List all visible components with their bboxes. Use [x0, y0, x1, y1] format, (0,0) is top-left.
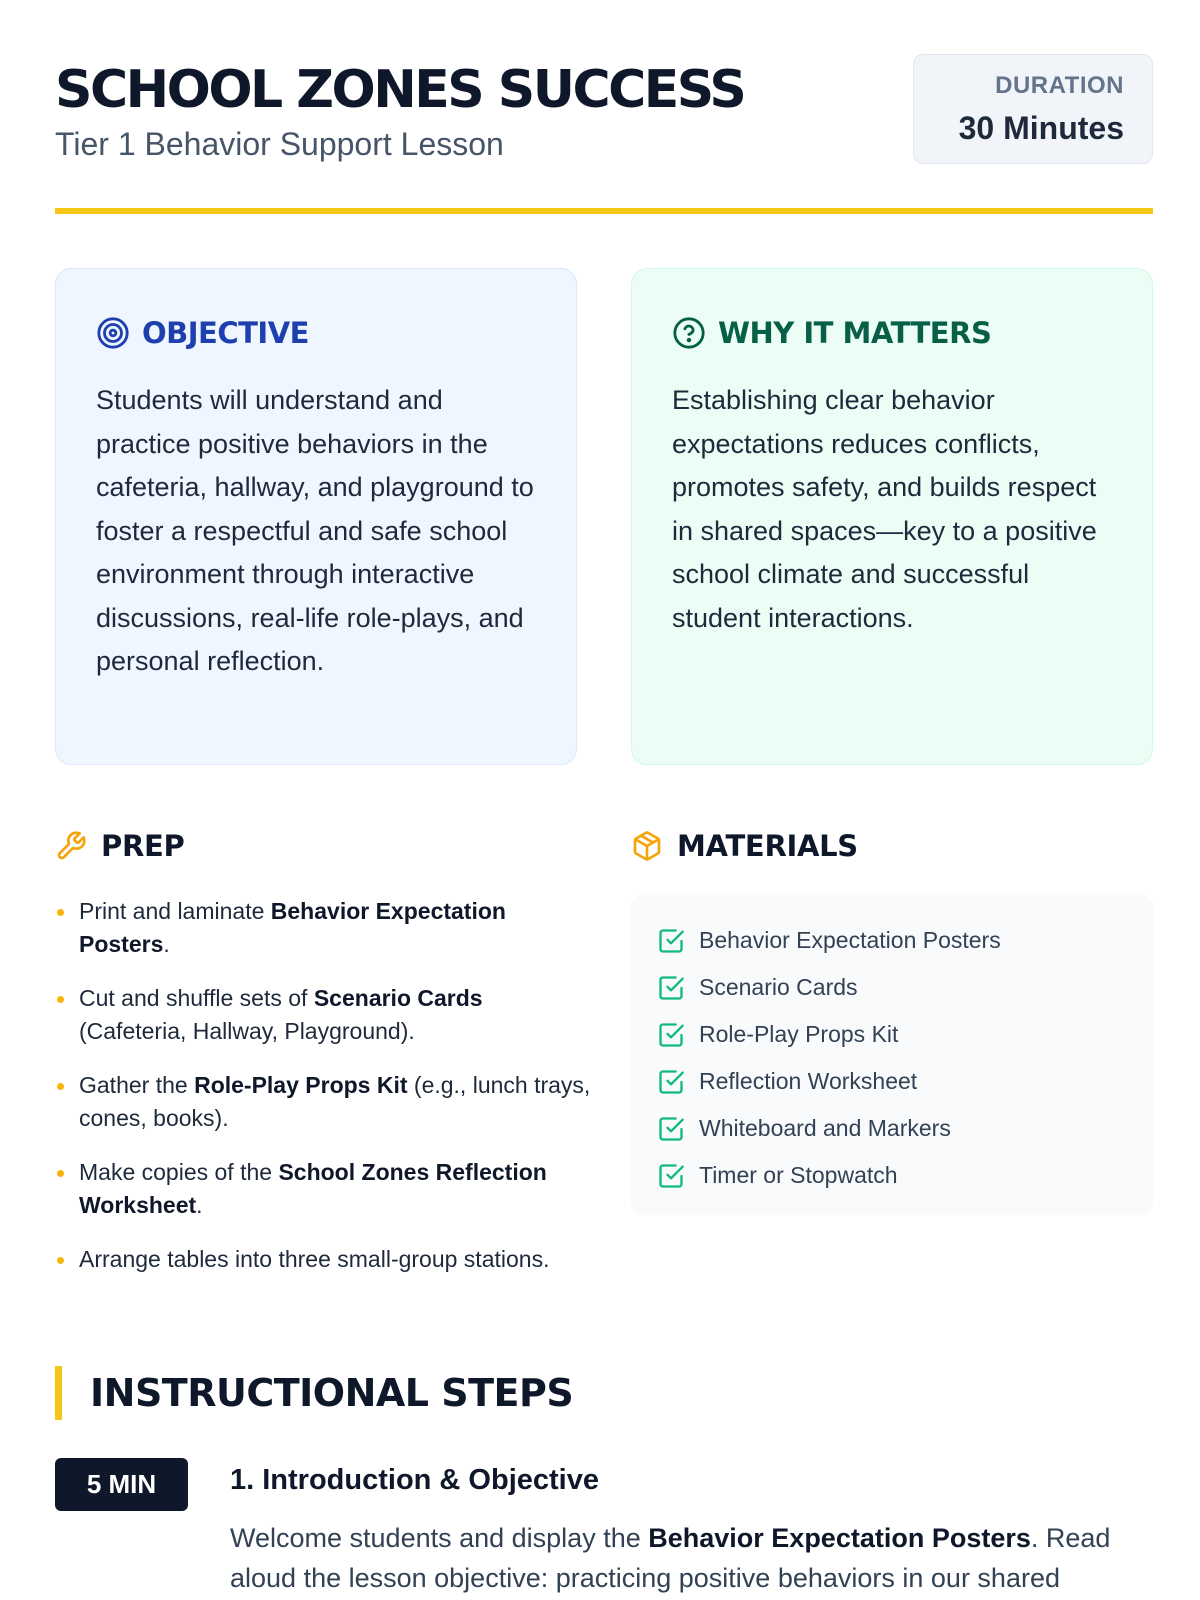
- why-it-matters-card: [631, 268, 1153, 765]
- list-item: Role-Play Props Kit: [657, 1011, 1127, 1058]
- materials-list: [631, 895, 1153, 1215]
- list-item: Timer or Stopwatch: [657, 1152, 1127, 1199]
- prep-heading: [55, 826, 184, 866]
- why-text: Establishing clear behavior expectations reduces conflicts, promotes safety, and builds respect in shared spaces—key to a positive school climate and successful student interactions.: [672, 385, 1097, 633]
- prep-list: [55, 895, 595, 1297]
- materials-title: MATERIALS: [677, 829, 858, 863]
- list-item: Arrange tables into three small-group stations.: [55, 1243, 595, 1276]
- checkbox-checked-icon: [657, 1021, 685, 1049]
- page-title: SCHOOL ZONES SUCCESS: [55, 60, 745, 120]
- objective-text: Students will understand and practice positive behaviors in the cafeteria, hallway, and playground to foster a respectful and safe school environment through interactive discussions, real-life role-plays, and personal reflection.: [96, 385, 534, 676]
- list-item: Cut and shuffle sets of Scenario Cards (Cafeteria, Hallway, Playground).: [55, 982, 595, 1048]
- steps-title: INSTRUCTIONAL STEPS: [90, 1371, 574, 1415]
- wrench-icon: [55, 830, 87, 862]
- duration-value: 30 Minutes: [958, 110, 1124, 146]
- list-item: Gather the Role-Play Props Kit (e.g., lunch trays, cones, books).: [55, 1069, 595, 1135]
- question-circle-icon: [672, 316, 706, 350]
- page-subtitle: Tier 1 Behavior Support Lesson: [55, 126, 504, 162]
- checkbox-checked-icon: [657, 974, 685, 1002]
- why-title: WHY IT MATTERS: [718, 316, 992, 350]
- duration-box: [913, 54, 1153, 164]
- list-item: Print and laminate Behavior Expectation Posters.: [55, 895, 595, 961]
- materials-heading: [631, 826, 858, 866]
- header-divider: [55, 208, 1153, 214]
- page-header: [55, 54, 1153, 164]
- step-duration-badge: 5 MIN: [55, 1458, 188, 1511]
- step-title: 1. Introduction & Objective: [230, 1464, 599, 1496]
- objective-card: [55, 268, 577, 765]
- package-icon: [631, 830, 663, 862]
- checkbox-checked-icon: [657, 1162, 685, 1190]
- list-item: Whiteboard and Markers: [657, 1105, 1127, 1152]
- checkbox-checked-icon: [657, 1115, 685, 1143]
- list-item: Make copies of the School Zones Reflection Worksheet.: [55, 1156, 595, 1222]
- target-icon: [96, 316, 130, 350]
- list-item: Reflection Worksheet: [657, 1058, 1127, 1105]
- checkbox-checked-icon: [657, 927, 685, 955]
- objective-title: OBJECTIVE: [142, 316, 309, 350]
- step-text: Welcome students and display the Behavior Expectation Posters. Read aloud the lesson objective: practicing positive behaviors in our shared: [230, 1523, 1111, 1593]
- duration-label: DURATION: [995, 72, 1124, 99]
- list-item: Scenario Cards: [657, 964, 1127, 1011]
- checkbox-checked-icon: [657, 1068, 685, 1096]
- list-item: Behavior Expectation Posters: [657, 917, 1127, 964]
- instructional-steps-heading: [55, 1366, 573, 1420]
- prep-title: PREP: [101, 829, 185, 863]
